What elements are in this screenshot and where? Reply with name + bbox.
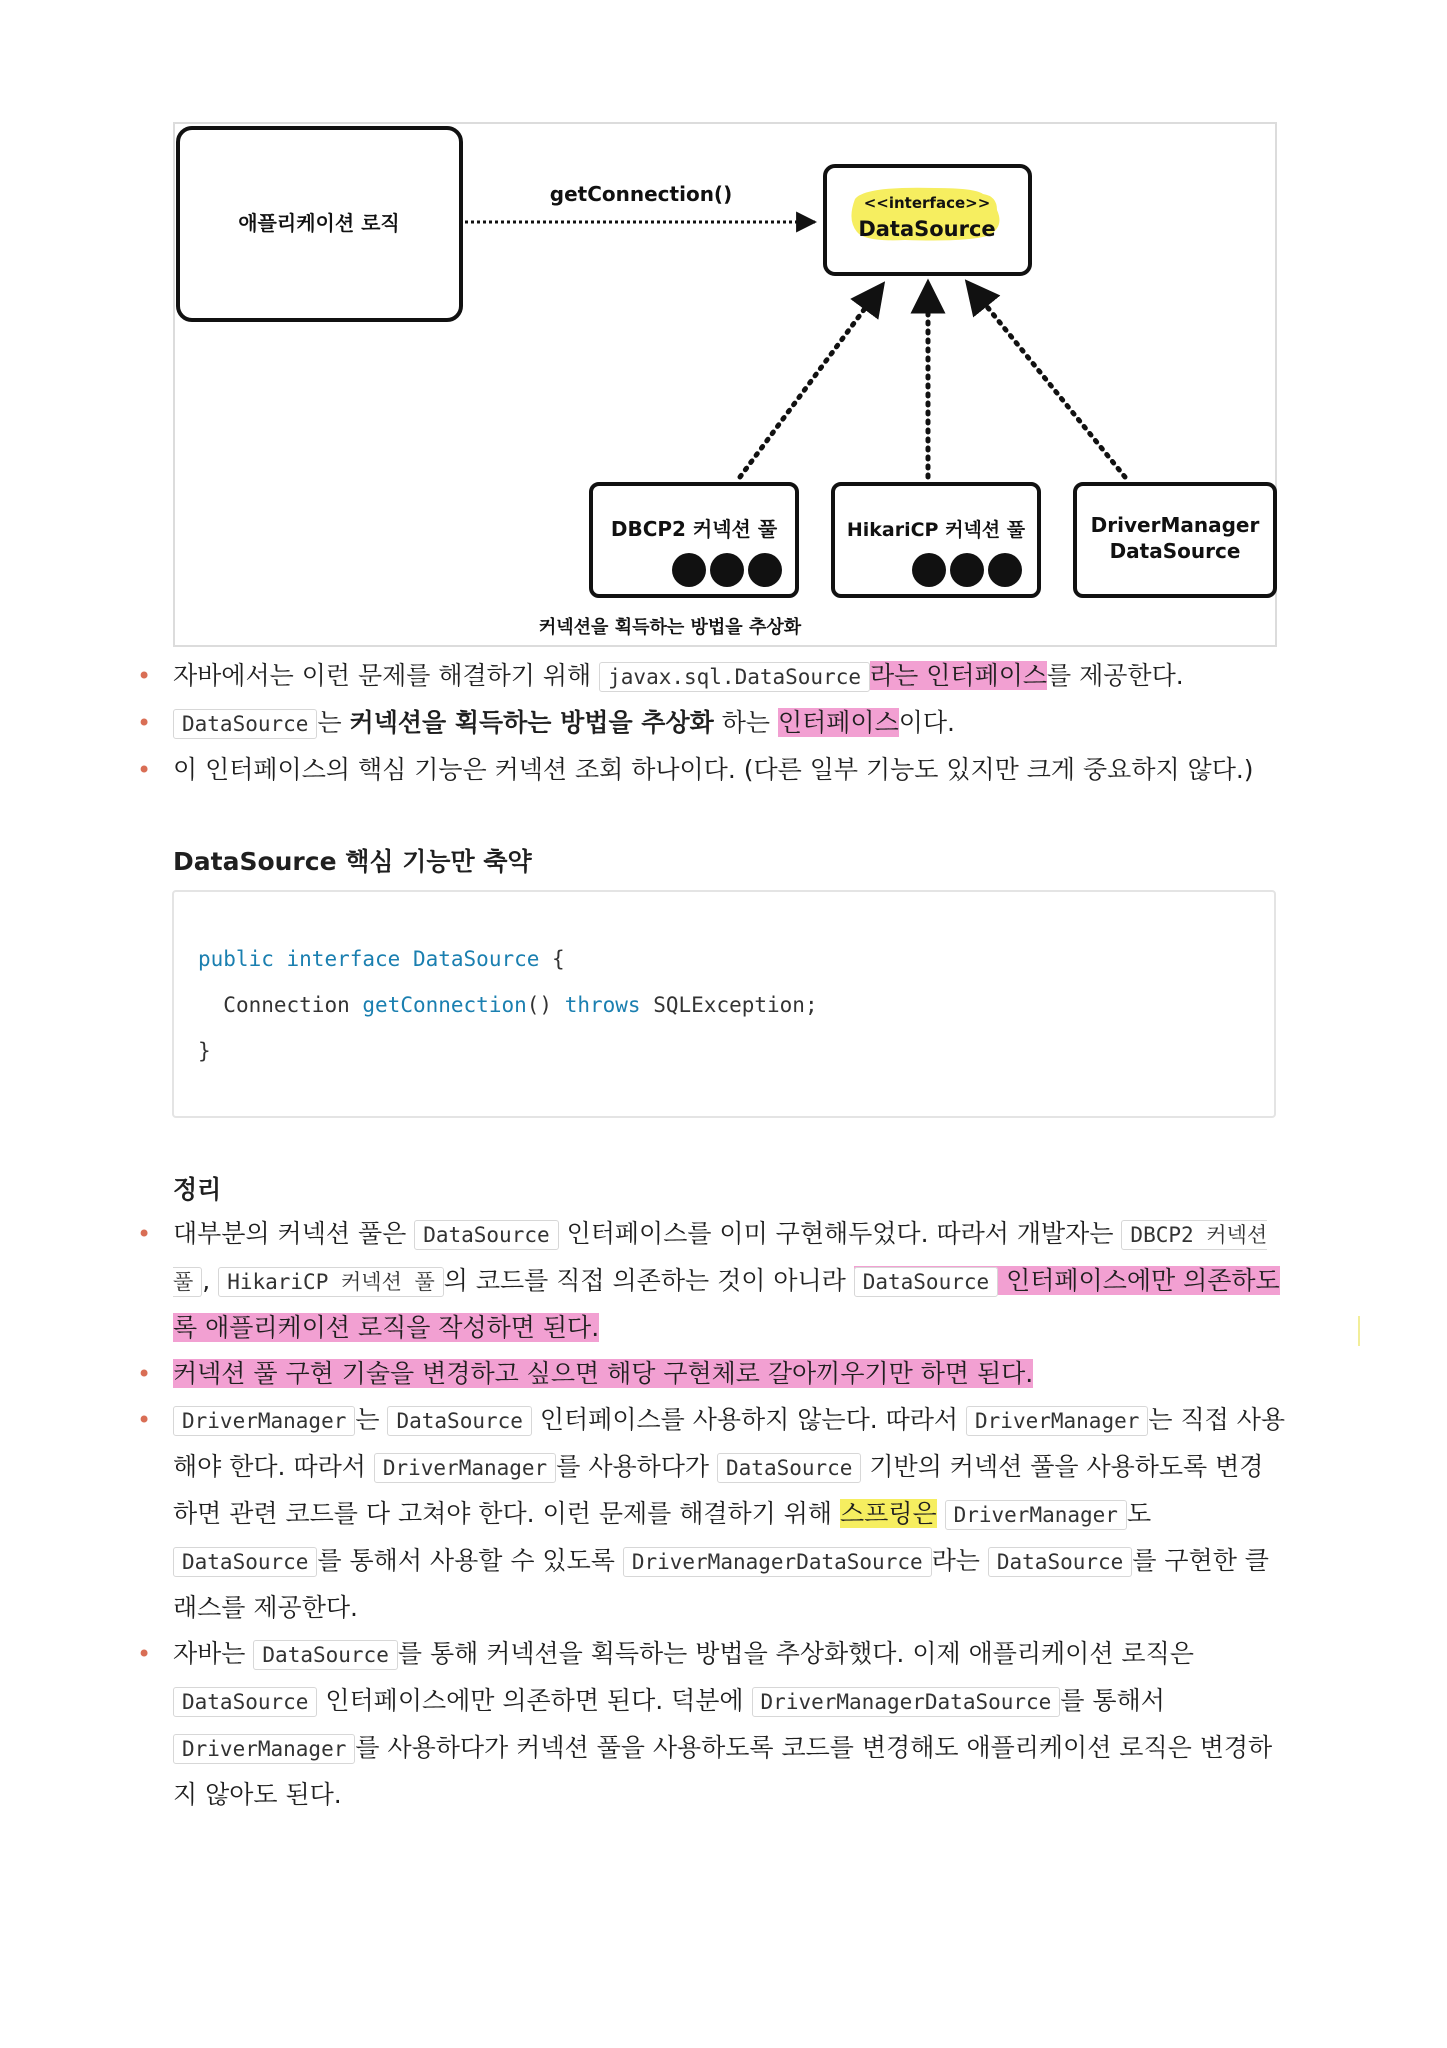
inline-code: DataSource — [414, 1220, 558, 1250]
inline-code: DataSource — [173, 1547, 317, 1577]
text: 를 구현한 클래스를 제공한다. — [173, 1546, 1269, 1622]
inline-code: DriverManagerDataSource — [623, 1547, 932, 1577]
bold-text: 커넥션을 획득하는 방법을 추상화 — [349, 708, 714, 737]
datasource-diagram — [173, 122, 1277, 647]
list-item — [0, 653, 1447, 700]
section-heading: 정리 — [173, 1175, 222, 1204]
list-item — [0, 747, 1447, 793]
inline-code: DataSource — [387, 1406, 531, 1436]
text: 는 직접 사용해야 한다. 따라서 — [173, 1405, 1286, 1481]
app-logic-label: 애플리케이션 로직 — [238, 211, 400, 235]
code-block — [172, 890, 1276, 1118]
highlight: 인터페이스 — [777, 708, 899, 737]
code-token: public — [198, 947, 274, 971]
inline-code: DriverManager — [374, 1453, 556, 1483]
interface-name: DataSource — [858, 217, 996, 241]
text: 를 통해 커넥션을 획득하는 방법을 추상화했다. 이제 애플리케이션 로직은 — [397, 1639, 1194, 1668]
text: 대부분의 커넥션 풀은 — [173, 1219, 415, 1248]
list-item — [0, 1631, 1447, 1818]
section-heading: DataSource 핵심 기능만 축약 — [173, 847, 532, 876]
inline-code: DriverManager — [945, 1500, 1127, 1530]
diagram-caption: 커넥션을 획득하는 방법을 추상화 — [538, 617, 802, 638]
text: 를 사용하다가 — [556, 1452, 718, 1481]
interface-stereotype: <<interface>> — [863, 194, 991, 212]
text: 이 인터페이스의 핵심 기능은 커넥션 조회 하나이다. (다른 일부 기능도 있지만 크게 중요하지 않다.) — [173, 755, 1254, 784]
text: 를 사용하다가 커넥션 풀을 사용하도록 코드를 변경해도 애플리케이션 로직은 변경하지 않아도 된다. — [173, 1733, 1273, 1809]
inline-code: DataSource — [717, 1453, 861, 1483]
text: 라는 — [931, 1546, 988, 1575]
list-item — [0, 1211, 1447, 1351]
list-item — [0, 700, 1447, 747]
code-token: throws — [564, 993, 641, 1017]
text: 의 코드를 직접 의존하는 것이 아니라 — [443, 1266, 854, 1295]
drivermanager-label-line1: DriverManager — [1090, 513, 1260, 537]
code-token: () — [526, 993, 553, 1017]
dbcp2-connection-dot — [748, 553, 782, 587]
inline-code: DriverManager — [966, 1406, 1148, 1436]
text — [937, 1499, 945, 1528]
text: 인터페이스를 이미 구현해두었다. 따라서 개발자는 — [558, 1219, 1122, 1248]
inline-code: DBCP2 커넥션 풀 — [173, 1220, 1267, 1297]
hikaricp-label: HikariCP 커넥션 풀 — [846, 519, 1026, 541]
text: 를 통해서 — [1060, 1686, 1165, 1715]
text: 는 — [317, 708, 350, 737]
text: 이다. — [898, 708, 955, 737]
drivermanager-label-line2: DataSource — [1109, 539, 1241, 563]
inline-code: DataSource — [253, 1640, 397, 1670]
dbcp2-label: DBCP2 커넥션 풀 — [610, 517, 778, 541]
code-token: { — [539, 947, 565, 971]
inline-code: DriverManager — [173, 1734, 355, 1764]
get-connection-label: getConnection() — [549, 182, 733, 206]
intro-bullet-list — [0, 653, 1447, 793]
inline-code: DriverManagerDataSource — [752, 1687, 1061, 1717]
list-item — [0, 1351, 1447, 1397]
code-token: getConnection — [362, 993, 527, 1017]
inline-code: javax.sql.DataSource — [599, 662, 870, 692]
code-token: Connection — [223, 993, 350, 1017]
text: , — [202, 1266, 219, 1295]
code-token: DataSource — [412, 947, 540, 971]
dbcp2-connection-dot — [672, 553, 706, 587]
summary-bullet-list — [0, 1211, 1447, 1818]
text: 기반의 커넥션 풀을 사용하도록 변경하면 관련 코드를 다 고쳐야 한다. 이런 문제를 해결하기 위해 — [173, 1452, 1264, 1528]
text: 자바는 — [173, 1639, 254, 1668]
list-item — [0, 1397, 1447, 1631]
inline-code: DataSource — [988, 1547, 1132, 1577]
highlight: 라는 인터페이스 — [870, 661, 1048, 690]
dbcp2-arrow — [740, 284, 883, 477]
text: 인터페이스에만 의존하면 된다. 덕분에 — [317, 1686, 752, 1715]
hikaricp-connection-dot — [988, 553, 1022, 587]
code-token: SQLException; — [653, 993, 818, 1017]
highlight: 커넥션 풀 구현 기술을 변경하고 싶으면 해당 구현체로 갈아끼우기만 하면 된다. — [173, 1359, 1034, 1388]
text: 자바에서는 이런 문제를 해결하기 위해 — [173, 661, 600, 690]
text: 를 통해서 사용할 수 있도록 — [317, 1546, 623, 1575]
inline-code: HikariCP 커넥션 풀 — [218, 1267, 444, 1297]
inline-code: DataSource — [173, 709, 317, 739]
dbcp2-connection-dot — [710, 553, 744, 587]
drivermanager-arrow — [967, 282, 1125, 477]
text: 를 제공한다. — [1047, 661, 1184, 690]
hikaricp-connection-dot — [912, 553, 946, 587]
code-token: interface — [286, 947, 401, 971]
hikaricp-connection-dot — [950, 553, 984, 587]
text: 인터페이스를 사용하지 않는다. 따라서 — [531, 1405, 967, 1434]
highlight: 인터페이스에만 의존하도록 애플리케이션 로직을 작성하면 된다. — [173, 1266, 1280, 1342]
code-content — [198, 936, 818, 1074]
margin-marker — [1358, 1316, 1360, 1346]
inline-code: DataSource — [173, 1687, 317, 1717]
text: 도 — [1126, 1499, 1152, 1528]
inline-code: DataSource — [854, 1267, 998, 1297]
text: 는 — [355, 1405, 388, 1434]
highlight: 스프링은 — [840, 1499, 937, 1528]
code-token: } — [198, 1039, 211, 1063]
inline-code: DriverManager — [173, 1406, 355, 1436]
text: 하는 — [713, 708, 778, 737]
